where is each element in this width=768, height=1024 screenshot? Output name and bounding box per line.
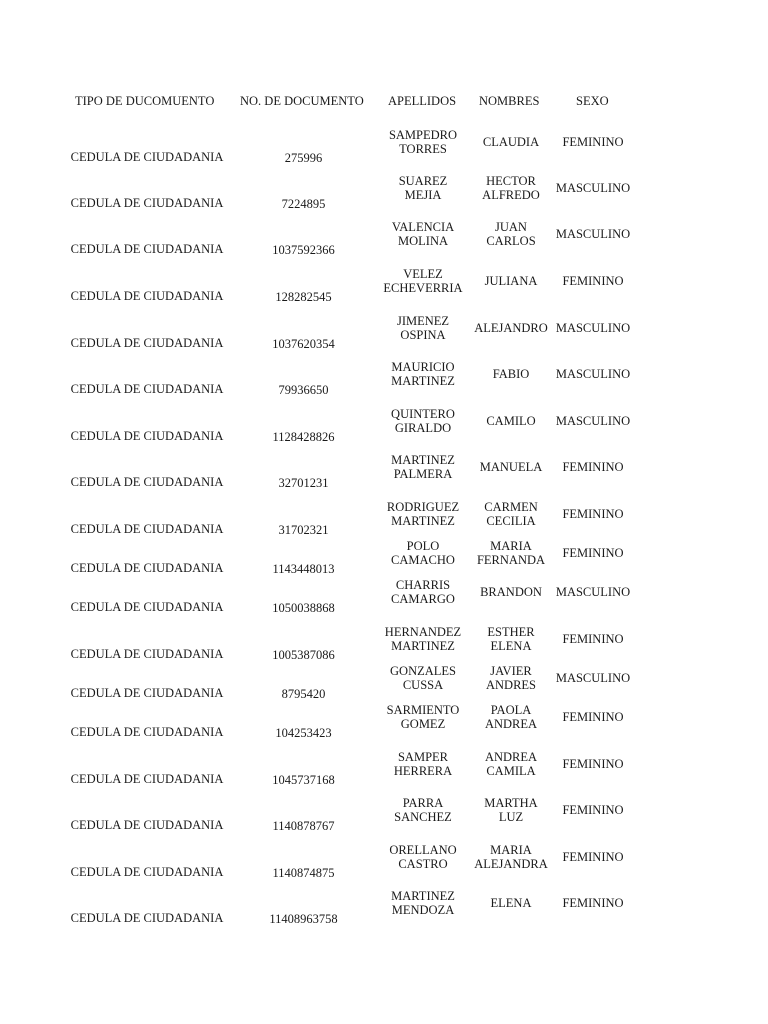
cell-apellidos xyxy=(378,360,468,388)
cell-apellidos xyxy=(378,889,468,917)
cell-nombres xyxy=(470,414,552,428)
apellido-line: SAMPEDRO xyxy=(388,128,458,142)
apellido-line: SAMPER xyxy=(397,750,449,764)
cell-tipo-documento: CEDULA DE CIUDADANIA xyxy=(70,865,224,879)
header-documento: NO. DE DOCUMENTO xyxy=(240,94,364,108)
cell-nombres xyxy=(470,703,552,731)
cell-tipo-documento: CEDULA DE CIUDADANIA xyxy=(70,336,224,350)
apellido-line: QUINTERO xyxy=(391,407,455,421)
cell-apellidos xyxy=(378,750,468,778)
cell-tipo-documento: CEDULA DE CIUDADANIA xyxy=(70,818,224,832)
apellido-line: PALMERA xyxy=(393,467,453,481)
apellido-line: VELEZ xyxy=(403,267,443,281)
apellido-line: PARRA xyxy=(402,796,444,810)
nombre-line: ALFREDO xyxy=(482,188,540,202)
nombre-line: HECTOR xyxy=(486,174,536,188)
apellido-line: VALENCIA xyxy=(391,220,455,234)
cell-sexo: MASCULINO xyxy=(555,227,631,241)
apellido-line: MENDOZA xyxy=(391,903,455,917)
cell-numero-documento: 31702321 xyxy=(278,523,329,537)
apellido-line: MARTINEZ xyxy=(391,514,455,528)
cell-tipo-documento: CEDULA DE CIUDADANIA xyxy=(70,382,224,396)
cell-numero-documento: 7224895 xyxy=(281,197,326,211)
nombre-line: CARLOS xyxy=(486,234,536,248)
cell-sexo: MASCULINO xyxy=(555,367,631,381)
nombre-line: MARTHA xyxy=(484,796,538,810)
cell-tipo-documento: CEDULA DE CIUDADANIA xyxy=(70,522,224,536)
cell-sexo: FEMININO xyxy=(562,632,624,646)
cell-nombres xyxy=(470,585,552,599)
cell-sexo: FEMININO xyxy=(562,460,624,474)
cell-tipo-documento: CEDULA DE CIUDADANIA xyxy=(70,289,224,303)
nombre-line: ANDREA xyxy=(484,750,538,764)
apellido-line: HERRERA xyxy=(393,764,453,778)
cell-tipo-documento: CEDULA DE CIUDADANIA xyxy=(70,429,224,443)
cell-sexo: MASCULINO xyxy=(555,671,631,685)
cell-sexo: FEMININO xyxy=(562,546,624,560)
nombre-line: PAOLA xyxy=(490,703,532,717)
apellido-line: RODRIGUEZ xyxy=(386,500,460,514)
nombre-line: ALEJANDRO xyxy=(474,321,548,335)
nombre-line: CECILIA xyxy=(486,514,536,528)
cell-nombres xyxy=(470,460,552,474)
cell-nombres xyxy=(470,625,552,653)
cell-nombres xyxy=(470,367,552,381)
cell-sexo: MASCULINO xyxy=(555,414,631,428)
cell-apellidos xyxy=(378,578,468,606)
cell-tipo-documento: CEDULA DE CIUDADANIA xyxy=(70,772,224,786)
nombre-line: FERNANDA xyxy=(476,553,546,567)
nombre-line: MARIA xyxy=(490,843,532,857)
apellido-line: CHARRIS xyxy=(395,578,451,592)
cell-apellidos xyxy=(378,703,468,731)
apellido-line: GONZALES xyxy=(390,664,456,678)
nombre-line: ALEJANDRA xyxy=(474,857,548,871)
nombre-line: JULIANA xyxy=(484,274,538,288)
cell-nombres xyxy=(470,796,552,824)
cell-apellidos xyxy=(378,453,468,481)
cell-numero-documento: 1140874875 xyxy=(272,866,335,880)
header-nombres: NOMBRES xyxy=(479,94,540,108)
apellido-line: CAMACHO xyxy=(391,553,455,567)
nombre-line: ESTHER xyxy=(487,625,535,639)
cell-numero-documento: 104253423 xyxy=(275,726,332,740)
nombre-line: CAMILO xyxy=(486,414,536,428)
cell-tipo-documento: CEDULA DE CIUDADANIA xyxy=(70,911,224,925)
cell-nombres xyxy=(470,664,552,692)
cell-tipo-documento: CEDULA DE CIUDADANIA xyxy=(70,242,224,256)
cell-sexo: FEMININO xyxy=(562,135,624,149)
nombre-line: LUZ xyxy=(498,810,524,824)
nombre-line: ELENA xyxy=(490,639,532,653)
nombre-line: MANUELA xyxy=(479,460,543,474)
nombre-line: CAMILA xyxy=(486,764,536,778)
apellido-line: JIMENEZ xyxy=(396,314,450,328)
nombre-line: JAVIER xyxy=(490,664,532,678)
apellido-line: TORRES xyxy=(399,142,447,156)
cell-nombres xyxy=(470,539,552,567)
apellido-line: OSPINA xyxy=(400,328,446,342)
apellido-line: ECHEVERRIA xyxy=(383,281,463,295)
nombre-line: ELENA xyxy=(490,896,532,910)
apellido-line: CUSSA xyxy=(402,678,444,692)
cell-numero-documento: 1005387086 xyxy=(272,648,335,662)
cell-nombres xyxy=(470,135,552,149)
nombre-line: ANDREA xyxy=(484,717,538,731)
cell-nombres xyxy=(470,321,552,335)
apellido-line: MEJIA xyxy=(404,188,442,202)
cell-sexo: FEMININO xyxy=(562,710,624,724)
nombre-line: ANDRES xyxy=(485,678,536,692)
cell-numero-documento: 1140878767 xyxy=(272,819,335,833)
nombre-line: CLAUDIA xyxy=(482,135,540,149)
cell-sexo: MASCULINO xyxy=(555,181,631,195)
cell-sexo: FEMININO xyxy=(562,507,624,521)
cell-sexo: FEMININO xyxy=(562,803,624,817)
cell-sexo: MASCULINO xyxy=(555,585,631,599)
cell-apellidos xyxy=(378,625,468,653)
cell-tipo-documento: CEDULA DE CIUDADANIA xyxy=(70,686,224,700)
cell-nombres xyxy=(470,220,552,248)
cell-tipo-documento: CEDULA DE CIUDADANIA xyxy=(70,561,224,575)
cell-apellidos xyxy=(378,128,468,156)
nombre-line: CARMEN xyxy=(484,500,538,514)
cell-nombres xyxy=(470,174,552,202)
apellido-line: MARTINEZ xyxy=(391,374,455,388)
cell-apellidos xyxy=(378,843,468,871)
apellido-line: MARTINEZ xyxy=(391,639,455,653)
cell-tipo-documento: CEDULA DE CIUDADANIA xyxy=(70,725,224,739)
apellido-line: GIRALDO xyxy=(394,421,452,435)
cell-numero-documento: 1143448013 xyxy=(272,562,335,576)
cell-numero-documento: 1050038868 xyxy=(272,601,335,615)
cell-tipo-documento: CEDULA DE CIUDADANIA xyxy=(70,475,224,489)
cell-numero-documento: 79936650 xyxy=(278,383,329,397)
cell-apellidos xyxy=(378,539,468,567)
cell-apellidos xyxy=(378,664,468,692)
cell-tipo-documento: CEDULA DE CIUDADANIA xyxy=(70,600,224,614)
cell-numero-documento: 1037620354 xyxy=(272,337,335,351)
apellido-line: CAMARGO xyxy=(391,592,455,606)
cell-sexo: FEMININO xyxy=(562,896,624,910)
nombre-line: BRANDON xyxy=(480,585,542,599)
cell-numero-documento: 11408963758 xyxy=(269,912,338,926)
cell-numero-documento: 275996 xyxy=(284,151,323,165)
apellido-line: MARTINEZ xyxy=(391,453,455,467)
nombre-line: MARIA xyxy=(490,539,532,553)
nombre-line: FABIO xyxy=(492,367,530,381)
cell-sexo: MASCULINO xyxy=(555,321,631,335)
apellido-line: GOMEZ xyxy=(400,717,446,731)
header-sexo: SEXO xyxy=(576,94,609,108)
cell-numero-documento: 1128428826 xyxy=(272,430,335,444)
cell-nombres xyxy=(470,896,552,910)
apellido-line: MOLINA xyxy=(398,234,448,248)
apellido-line: SARMIENTO xyxy=(386,703,460,717)
cell-numero-documento: 8795420 xyxy=(281,687,326,701)
cell-nombres xyxy=(470,750,552,778)
apellido-line: SANCHEZ xyxy=(394,810,452,824)
cell-sexo: FEMININO xyxy=(562,274,624,288)
apellido-line: MAURICIO xyxy=(391,360,455,374)
cell-apellidos xyxy=(378,407,468,435)
apellido-line: POLO xyxy=(406,539,440,553)
cell-nombres xyxy=(470,500,552,528)
cell-numero-documento: 1045737168 xyxy=(272,773,335,787)
apellido-line: CASTRO xyxy=(398,857,448,871)
header-apellidos: APELLIDOS xyxy=(388,94,457,108)
cell-tipo-documento: CEDULA DE CIUDADANIA xyxy=(70,196,224,210)
header-tipo: TIPO DE DUCOMUENTO xyxy=(75,94,215,108)
cell-nombres xyxy=(470,843,552,871)
cell-numero-documento: 32701231 xyxy=(278,476,329,490)
table-header xyxy=(0,93,768,109)
cell-tipo-documento: CEDULA DE CIUDADANIA xyxy=(70,150,224,164)
apellido-line: HERNANDEZ xyxy=(384,625,462,639)
apellido-line: MARTINEZ xyxy=(391,889,455,903)
cell-numero-documento: 128282545 xyxy=(275,290,332,304)
cell-nombres xyxy=(470,274,552,288)
nombre-line: JUAN xyxy=(495,220,527,234)
cell-sexo: FEMININO xyxy=(562,757,624,771)
cell-apellidos xyxy=(378,267,468,295)
cell-numero-documento: 1037592366 xyxy=(272,243,335,257)
apellido-line: ORELLANO xyxy=(389,843,457,857)
cell-apellidos xyxy=(378,796,468,824)
cell-apellidos xyxy=(378,500,468,528)
cell-apellidos xyxy=(378,314,468,342)
apellido-line: SUAREZ xyxy=(398,174,448,188)
cell-sexo: FEMININO xyxy=(562,850,624,864)
cell-apellidos xyxy=(378,174,468,202)
cell-tipo-documento: CEDULA DE CIUDADANIA xyxy=(70,647,224,661)
cell-apellidos xyxy=(378,220,468,248)
